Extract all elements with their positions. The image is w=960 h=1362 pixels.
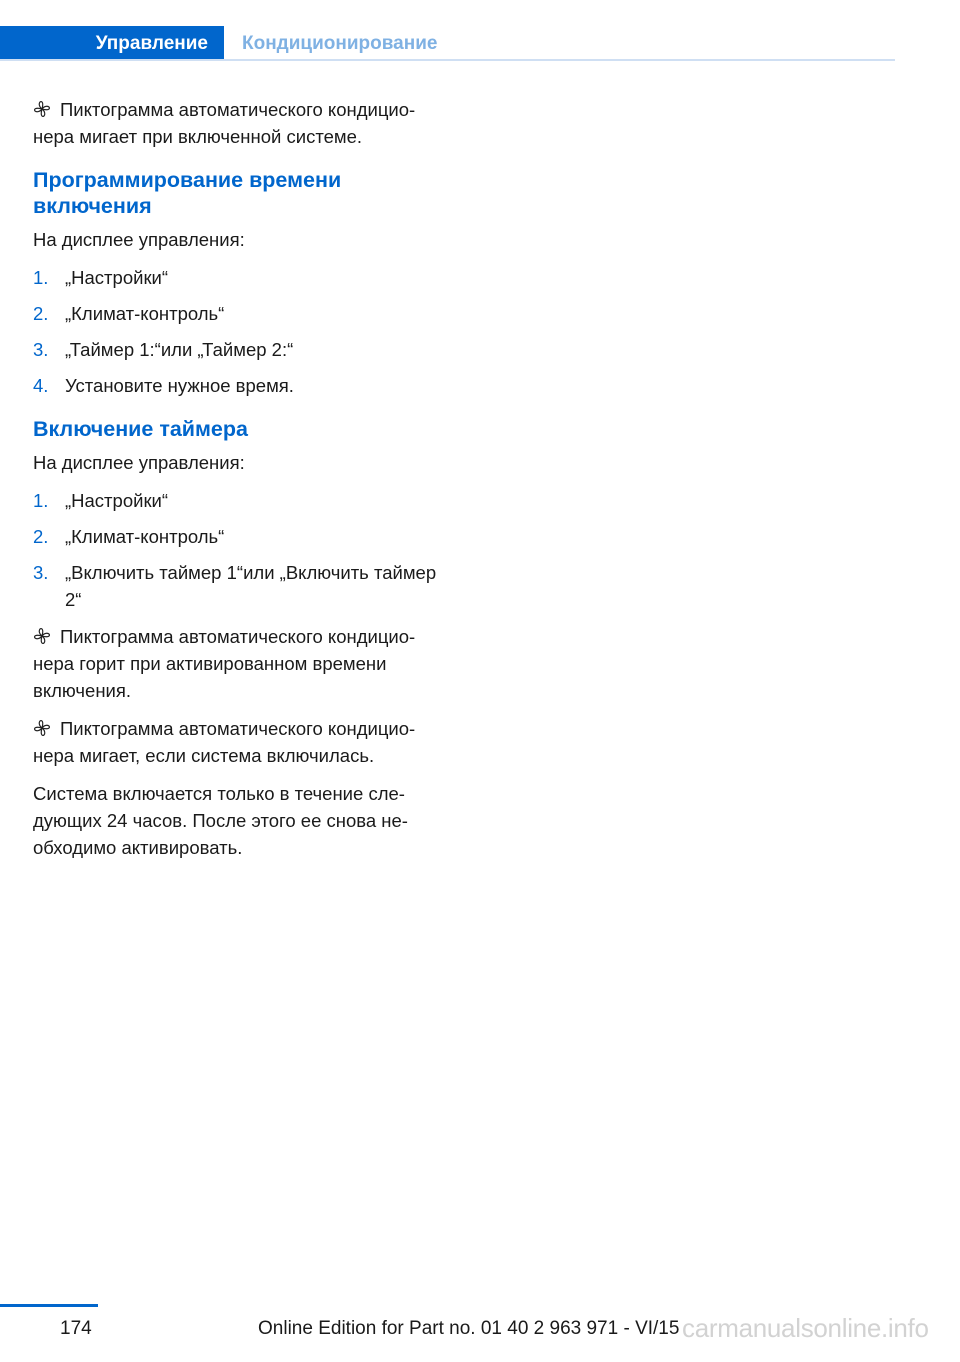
step-number: 3.	[33, 339, 49, 360]
step-number: 1.	[33, 267, 49, 288]
paragraph-icon-blinking	[33, 96, 453, 150]
step-number: 1.	[33, 490, 49, 511]
list-item	[33, 372, 453, 399]
paragraph-icon-lit	[33, 623, 453, 704]
section-intro: На дисплее управления:	[33, 229, 245, 250]
fan-icon	[33, 100, 51, 118]
list-item	[33, 300, 453, 327]
step-text: „Климат-контроль“	[65, 303, 225, 324]
list-item	[33, 487, 453, 514]
page-header	[0, 26, 895, 62]
section-heading-programming: Программирование времени включения	[33, 168, 342, 218]
tab-konditsionirovanie[interactable]	[242, 26, 437, 61]
edition-info: Online Edition for Part no. 01 40 2 963 971 - VI/15	[258, 1318, 680, 1339]
header-divider	[0, 59, 895, 61]
steps-list-timer	[33, 487, 453, 613]
step-text: Установите нужное время.	[65, 375, 294, 396]
step-text: „Таймер 1:“или „Таймер 2:“	[65, 339, 294, 360]
paragraph-note: Система включается только в течение сле-дующих 24 часов. После этого ее снова не-обходимо активировать.	[33, 783, 408, 858]
step-number: 3.	[33, 562, 49, 583]
fan-icon	[33, 719, 51, 737]
list-item	[33, 336, 453, 363]
step-text: „Включить таймер 1“или „Включить таймер 2“	[65, 562, 437, 610]
step-number: 2.	[33, 526, 49, 547]
tab-konditsionirovanie-label: Кондиционирование	[242, 32, 438, 54]
step-number: 4.	[33, 375, 49, 396]
list-item	[33, 264, 453, 291]
step-number: 2.	[33, 303, 49, 324]
footer-accent-line	[0, 1304, 98, 1307]
paragraph-text: Пиктограмма автоматического кондицио-нера горит при активированном времени включения.	[33, 626, 416, 701]
section-heading-timer: Включение таймера	[33, 417, 248, 441]
watermark: carmanualsonline.info	[682, 1313, 929, 1343]
section-intro: На дисплее управления:	[33, 452, 245, 473]
step-text: „Настройки“	[65, 490, 169, 511]
main-content	[33, 96, 453, 872]
fan-icon	[33, 627, 51, 645]
list-item	[33, 559, 453, 613]
tab-upravlenie-label: Управление	[95, 32, 208, 54]
step-text: „Настройки“	[65, 267, 169, 288]
tab-upravlenie[interactable]	[0, 26, 224, 61]
page-number: 174	[60, 1318, 92, 1339]
paragraph-text: Пиктограмма автоматического кондицио-нера мигает, если система включилась.	[33, 718, 416, 766]
step-text: „Климат-контроль“	[65, 526, 225, 547]
steps-list-programming	[33, 264, 453, 399]
paragraph-icon-blinking-on	[33, 715, 453, 769]
list-item	[33, 523, 453, 550]
paragraph-text: Пиктограмма автоматического кондицио-нера мигает при включенной системе.	[33, 99, 416, 147]
